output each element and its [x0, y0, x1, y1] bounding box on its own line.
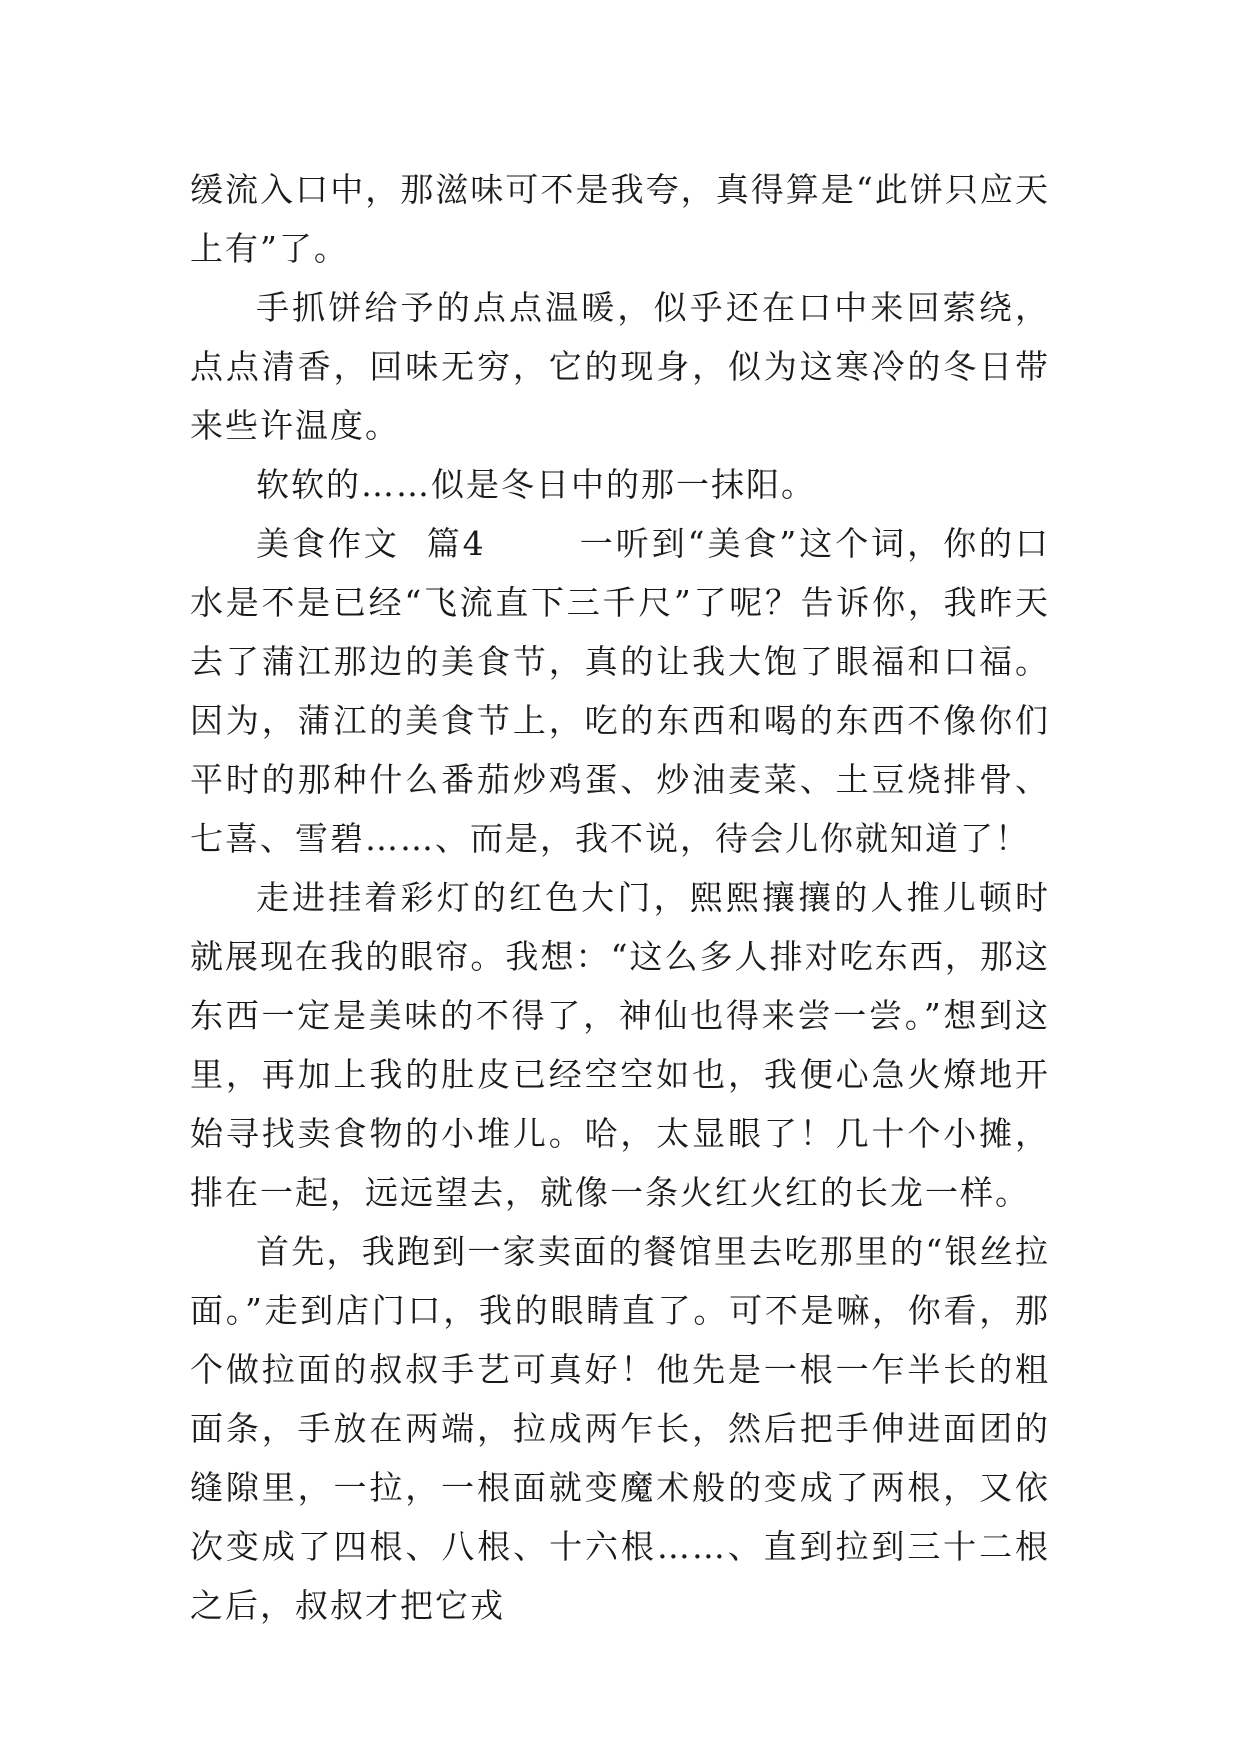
paragraph-2: 手抓饼给予的点点温暖，似乎还在口中来回萦绕，点点清香，回味无穷，它的现身，似为这寒冷的冬日带来些许温度。 [190, 288, 1050, 445]
paragraph-1: 缓流入口中，那滋味可不是我夸，真得算是“此饼只应天上有”了。 [190, 170, 1050, 268]
document-body [190, 160, 1050, 1635]
paragraph-3: 软软的……似是冬日中的那一抹阳。 [256, 465, 816, 504]
paragraph-5: 走进挂着彩灯的红色大门，熙熙攘攘的人推儿顿时就展现在我的眼帘。我想：“这么多人排对吃东西，那这东西一定是美味的不得了，神仙也得来尝一尝。”想到这里，再加上我的肚皮已经空空如也，我便心急火燎地开始寻找卖食物的小堆儿。哈，太显眼了！几十个小摊，排在一起，远远望去，就像一条火红火红的长龙一样。 [190, 878, 1050, 1212]
paragraph-6: 首先，我跑到一家卖面的餐馆里去吃那里的“银丝拉面。”走到店门口，我的眼睛直了。可不是嘛，你看，那个做拉面的叔叔手艺可真好！他先是一根一乍半长的粗面条，手放在两端，拉成两乍长，然后把手伸进面团的缝隙里，一拉，一根面就变魔术般的变成了两根，又依次变成了四根、八根、十六根……、直到拉到三十二根之后，叔叔才把它戎 [190, 1232, 1050, 1625]
paragraph-4: 美食作文 篇4 一听到“美食”这个词，你的口水是不是已经“飞流直下三千尺”了呢？告诉你，我昨天去了蒲江那边的美食节，真的让我大饱了眼福和口福。因为，蒲江的美食节上，吃的东西和喝的东西不像你们平时的那种什么番茄炒鸡蛋、炒油麦菜、土豆烧排骨、七喜、雪碧……、而是，我不说，待会儿你就知道了！ [190, 524, 1050, 858]
